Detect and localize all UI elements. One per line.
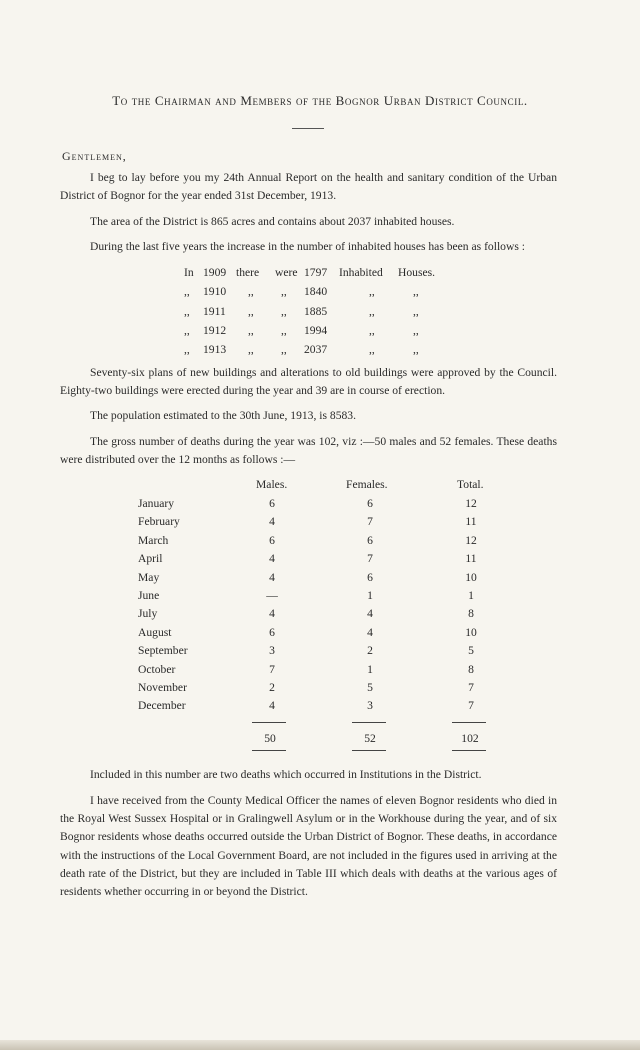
- houses-inhabited: ,,: [369, 304, 375, 318]
- header-total: Total.: [457, 478, 484, 491]
- total-value: 12: [465, 497, 477, 510]
- houses-in: ,,: [184, 343, 190, 357]
- males-value: 3: [269, 644, 275, 658]
- houses-there: ,,: [248, 343, 254, 357]
- houses-houses: ,,: [413, 304, 419, 318]
- month-label: March: [138, 533, 169, 547]
- houses-there: ,,: [248, 285, 254, 299]
- houses-inhabited: ,,: [369, 323, 375, 337]
- females-value: 7: [367, 515, 373, 529]
- houses-in: ,,: [184, 323, 190, 337]
- houses-were: ,,: [281, 343, 287, 357]
- month-label: August: [138, 625, 172, 639]
- houses-there: there: [236, 266, 260, 279]
- total-value: 8: [468, 662, 474, 676]
- males-value: 2: [269, 681, 275, 694]
- paragraph-population: The population estimated to the 30th June, 1913, is 8583.: [90, 409, 356, 422]
- total-value: 7: [468, 681, 474, 694]
- houses-count: 1885: [304, 304, 328, 318]
- total-sum-rule: [452, 722, 486, 723]
- females-value: 4: [367, 625, 373, 639]
- houses-year: 1913: [203, 343, 227, 357]
- houses-in: ,,: [184, 304, 190, 318]
- heading-divider: [292, 128, 324, 129]
- houses-count: 1840: [304, 285, 328, 299]
- houses-houses: ,,: [413, 285, 419, 299]
- houses-there: ,,: [248, 304, 254, 318]
- houses-inhabited: Inhabited: [339, 266, 383, 279]
- males-value: 4: [269, 699, 275, 713]
- females-total: 52: [364, 732, 376, 745]
- page-heading: To the Chairman and Members of the Bognor Urban District Council.: [112, 93, 528, 108]
- males-value: —: [266, 589, 278, 602]
- males-total: 50: [264, 732, 276, 745]
- houses-year: 1912: [203, 323, 227, 337]
- houses-count: 1994: [304, 323, 328, 337]
- females-double-rule: [352, 750, 386, 751]
- total-value: 5: [468, 644, 474, 658]
- males-value: 6: [269, 533, 275, 547]
- houses-inhabited: ,,: [369, 343, 375, 357]
- houses-count: 2037: [304, 343, 328, 357]
- males-sum-rule: [252, 722, 286, 723]
- females-value: 3: [367, 699, 373, 713]
- females-sum-rule: [352, 722, 386, 723]
- month-label: November: [138, 681, 187, 694]
- header-males: Males.: [256, 478, 288, 491]
- total-value: 12: [465, 533, 477, 547]
- total-value: 10: [465, 625, 477, 639]
- houses-houses: Houses.: [398, 266, 436, 279]
- paragraph-deaths-intro: The gross number of deaths during the year was 102, viz :—50 males and 52 females. These deaths were distributed over the 12 months as follows :—: [60, 435, 557, 467]
- females-value: 1: [367, 662, 373, 676]
- houses-houses: ,,: [413, 323, 419, 337]
- houses-count: 1797: [304, 266, 328, 279]
- month-label: September: [138, 644, 188, 658]
- month-label: February: [138, 515, 180, 529]
- houses-in: In: [184, 266, 194, 279]
- houses-were: ,,: [281, 304, 287, 318]
- males-value: 4: [269, 515, 275, 529]
- header-females: Females.: [346, 478, 388, 491]
- total-value: 11: [465, 515, 477, 529]
- houses-year: 1909: [203, 266, 227, 279]
- month-label: October: [138, 662, 176, 676]
- males-value: 4: [269, 552, 275, 566]
- females-value: 4: [367, 607, 373, 621]
- males-value: 6: [269, 625, 275, 639]
- page-bottom-edge: [0, 1040, 640, 1050]
- males-value: 7: [269, 662, 275, 676]
- houses-were: ,,: [281, 323, 287, 337]
- houses-were: were: [275, 266, 298, 279]
- houses-year: 1911: [203, 304, 226, 318]
- paragraph-houses-intro: During the last five years the increase in the number of inhabited houses has been as follows :: [90, 240, 525, 253]
- females-value: 1: [367, 589, 373, 602]
- houses-there: ,,: [248, 323, 254, 337]
- males-value: 6: [269, 497, 275, 510]
- paragraph-plans: Seventy-six plans of new buildings and alterations to old buildings were approved by the Council. Eighty-two buildings were erected during the year and 39 are in course of erection.: [60, 366, 557, 398]
- houses-houses: ,,: [413, 343, 419, 357]
- females-value: 7: [367, 552, 373, 566]
- paragraph-institutions: Included in this number are two deaths which occurred in Institutions in the District.: [90, 768, 482, 781]
- month-label: January: [138, 497, 175, 510]
- total-value: 11: [465, 552, 477, 566]
- females-value: 6: [367, 570, 373, 584]
- paragraph-report-intro: I beg to lay before you my 24th Annual Report on the health and sanitary condition of the Urban District of Bognor for the year ended 31st December, 1913.: [60, 171, 557, 203]
- females-value: 5: [367, 681, 373, 694]
- total-value: 10: [465, 570, 477, 584]
- salutation: Gentlemen,: [62, 149, 127, 163]
- total-value: 7: [468, 699, 474, 713]
- month-label: May: [138, 570, 160, 584]
- grand-total: 102: [461, 732, 479, 745]
- total-double-rule: [452, 750, 486, 751]
- month-label: December: [138, 699, 186, 713]
- paragraph-outside-deaths: I have received from the County Medical Officer the names of eleven Bognor residents who died in the Royal West Sussex Hospital or in Gralingwell Asylum or in the Workhouse during the year, and of six Bognor residents whose deaths occurred outside the Urban District of Bognor. These deaths, in accordance with the instructions of the Local Government Board, are not included in the figures used in arriving at the death rate of the District, but they are included in Table III which deals with deaths at the various ages of residents whether occurring in or beyond the District.: [60, 794, 557, 899]
- total-value: 1: [468, 589, 474, 602]
- total-value: 8: [468, 607, 474, 621]
- females-value: 6: [367, 497, 373, 510]
- month-label: June: [138, 589, 160, 602]
- houses-inhabited: ,,: [369, 285, 375, 299]
- males-value: 4: [269, 607, 275, 621]
- houses-year: 1910: [203, 285, 227, 299]
- females-value: 6: [367, 533, 373, 547]
- paragraph-area: The area of the District is 865 acres and contains about 2037 inhabited houses.: [90, 215, 455, 228]
- houses-in: ,,: [184, 285, 190, 299]
- females-value: 2: [367, 644, 373, 658]
- males-double-rule: [252, 750, 286, 751]
- month-label: July: [138, 607, 158, 621]
- month-label: April: [138, 552, 163, 566]
- houses-were: ,,: [281, 285, 287, 299]
- males-value: 4: [269, 570, 275, 584]
